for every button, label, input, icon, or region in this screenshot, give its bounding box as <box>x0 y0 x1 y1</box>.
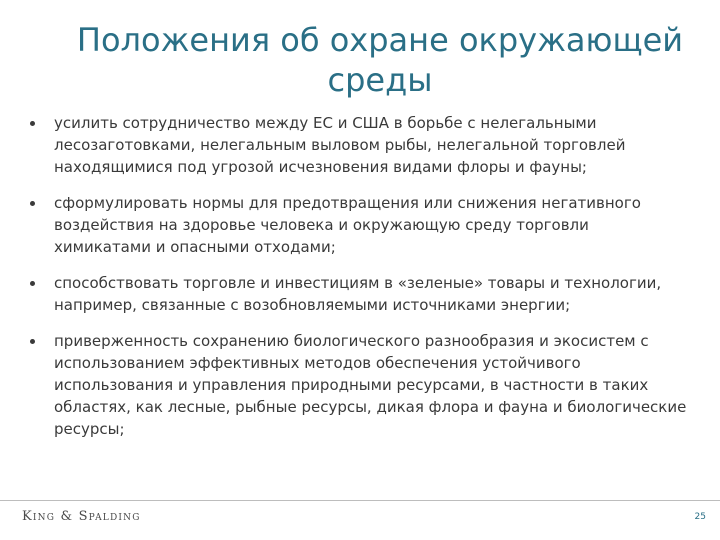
bullet-text: приверженность сохранению биологического разнообразия и экосистем с использованием эффективных методов обеспечения устойчивого использования и управления природными ресурсами, в частности в таких областях, как лесные, рыбные ресурсы, дикая флора и фауна и биологические ресурсы; <box>54 332 687 438</box>
footer-divider <box>0 500 720 501</box>
bullet-dot-icon <box>30 339 35 344</box>
bullet-dot-icon <box>30 121 35 126</box>
bullet-list <box>30 112 690 454</box>
bullet-item <box>30 112 690 178</box>
page-number: 25 <box>694 512 706 522</box>
bullet-item <box>30 330 690 440</box>
bullet-item <box>30 192 690 258</box>
bullet-dot-icon <box>30 281 35 286</box>
bullet-text: способствовать торговле и инвестициям в «зеленые» товары и технологии, например, связанные с возобновляемыми источниками энергии; <box>54 274 662 314</box>
bullet-dot-icon <box>30 201 35 206</box>
slide-title: Положения об охране окружающей среды <box>76 21 684 99</box>
bullet-text: усилить сотрудничество между ЕС и США в борьбе с нелегальными лесозаготовками, нелегальным выловом рыбы, нелегальной торговлей находящимися под угрозой исчезновения видами флоры и фауны; <box>54 114 626 176</box>
bullet-item <box>30 272 690 316</box>
company-logo: King & Spalding <box>22 509 141 524</box>
bullet-text: сформулировать нормы для предотвращения или снижения негативного воздействия на здоровье человека и окружающую среду торговли химикатами и опасными отходами; <box>54 194 641 256</box>
